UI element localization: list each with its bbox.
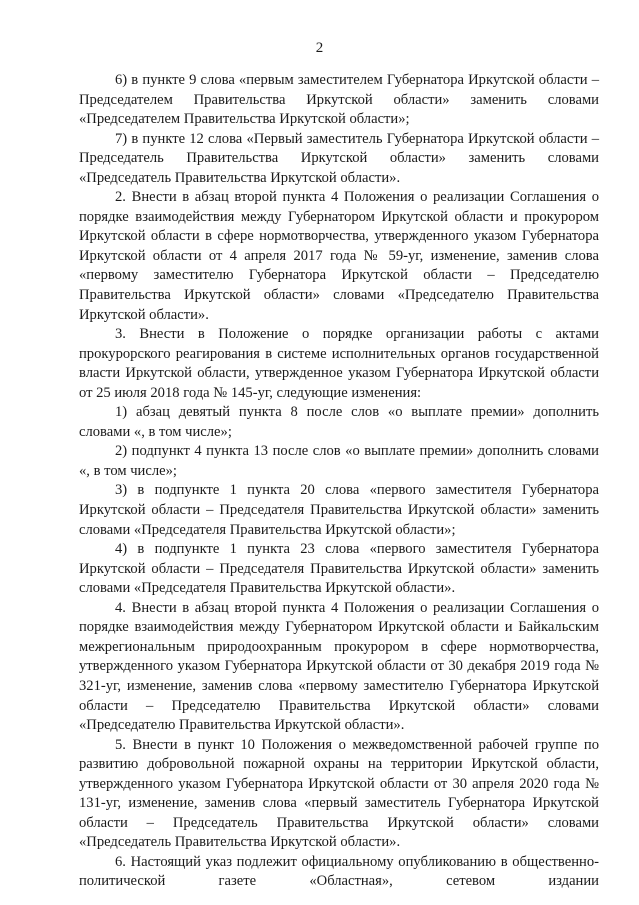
- paragraph-item-7: 7) в пункте 12 слова «Первый заместитель Губернатора Иркутской области – Председатель Правительства Иркутской области» заменить словами «Председатель Правительства Иркутской области».: [79, 130, 599, 186]
- paragraph-subitem-4: 4) в подпункте 1 пункта 23 слова «первого заместителя Губернатора Иркутской области – Председателя Правительства Иркутской области» заменить словами «Председателя Правительства Иркутской области».: [79, 541, 599, 597]
- paragraph-section-2: 2. Внести в абзац второй пункта 4 Положения о реализации Соглашения о порядке взаимодействия между Губернатором Иркутской области и прокурором Иркутской области в сфере нормотворчества, утвержденного указом Губернатора Иркутской области от 4 апреля 2017 года № 59-уг, изменение, заменив слова «первому заместителю Губернатора Иркутской области – Председателю Правительства Иркутской области» словами «Председателю Правительства Иркутской области».: [79, 189, 599, 323]
- paragraph-section-4: 4. Внести в абзац второй пункта 4 Положения о реализации Соглашения о порядке взаимодействия между Губернатором Иркутской области и Байкальским межрегиональным природоохранным прокурором в сфере нормотворчества, утвержденного указом Губернатора Иркутской области от 30 декабря 2019 года № 321-уг, изменение, заменив слова «первому заместителю Губернатора Иркутской области – Председателю Правительства Иркутской области» словами «Председателю Правительства Иркутской области».: [79, 599, 599, 734]
- paragraph-subitem-1: 1) абзац девятый пункта 8 после слов «о выплате премии» дополнить словами «, в том числе»;: [79, 404, 599, 440]
- document-body: [79, 71, 599, 892]
- paragraph-item-6: 6) в пункте 9 слова «первым заместителем Губернатора Иркутской области – Председателем Правительства Иркутской области» заменить словами «Председателем Правительства Иркутской области»;: [79, 72, 599, 128]
- paragraph-section-6: 6. Настоящий указ подлежит официальному опубликованию в общественно-политической газете «Областная», сетевом издании: [79, 853, 599, 890]
- paragraph-subitem-2: 2) подпункт 4 пункта 13 после слов «о выплате премии» дополнить словами «, в том числе»;: [79, 443, 599, 479]
- paragraph-subitem-3: 3) в подпункте 1 пункта 20 слова «первого заместителя Губернатора Иркутской области – Председателя Правительства Иркутской области» заменить словами «Председателя Правительства Иркутской области»;: [79, 482, 599, 538]
- paragraph-section-5: 5. Внести в пункт 10 Положения о межведомственной рабочей группе по развитию добровольной пожарной охраны на территории Иркутской области, утвержденного указом Губернатора Иркутской области от 30 апреля 2020 года № 131-уг, изменение, заменив слова «первый заместитель Губернатора Иркутской области – Председатель Правительства Иркутской области» словами «Председатель Правительства Иркутской области».: [79, 736, 599, 851]
- paragraph-section-3: 3. Внести в Положение о порядке организации работы с актами прокурорского реагирования в системе исполнительных органов государственной власти Иркутской области, утвержденное указом Губернатора Иркутской области от 25 июля 2018 года № 145-уг, следующие изменения:: [79, 326, 599, 401]
- page-number: 2: [315, 40, 324, 56]
